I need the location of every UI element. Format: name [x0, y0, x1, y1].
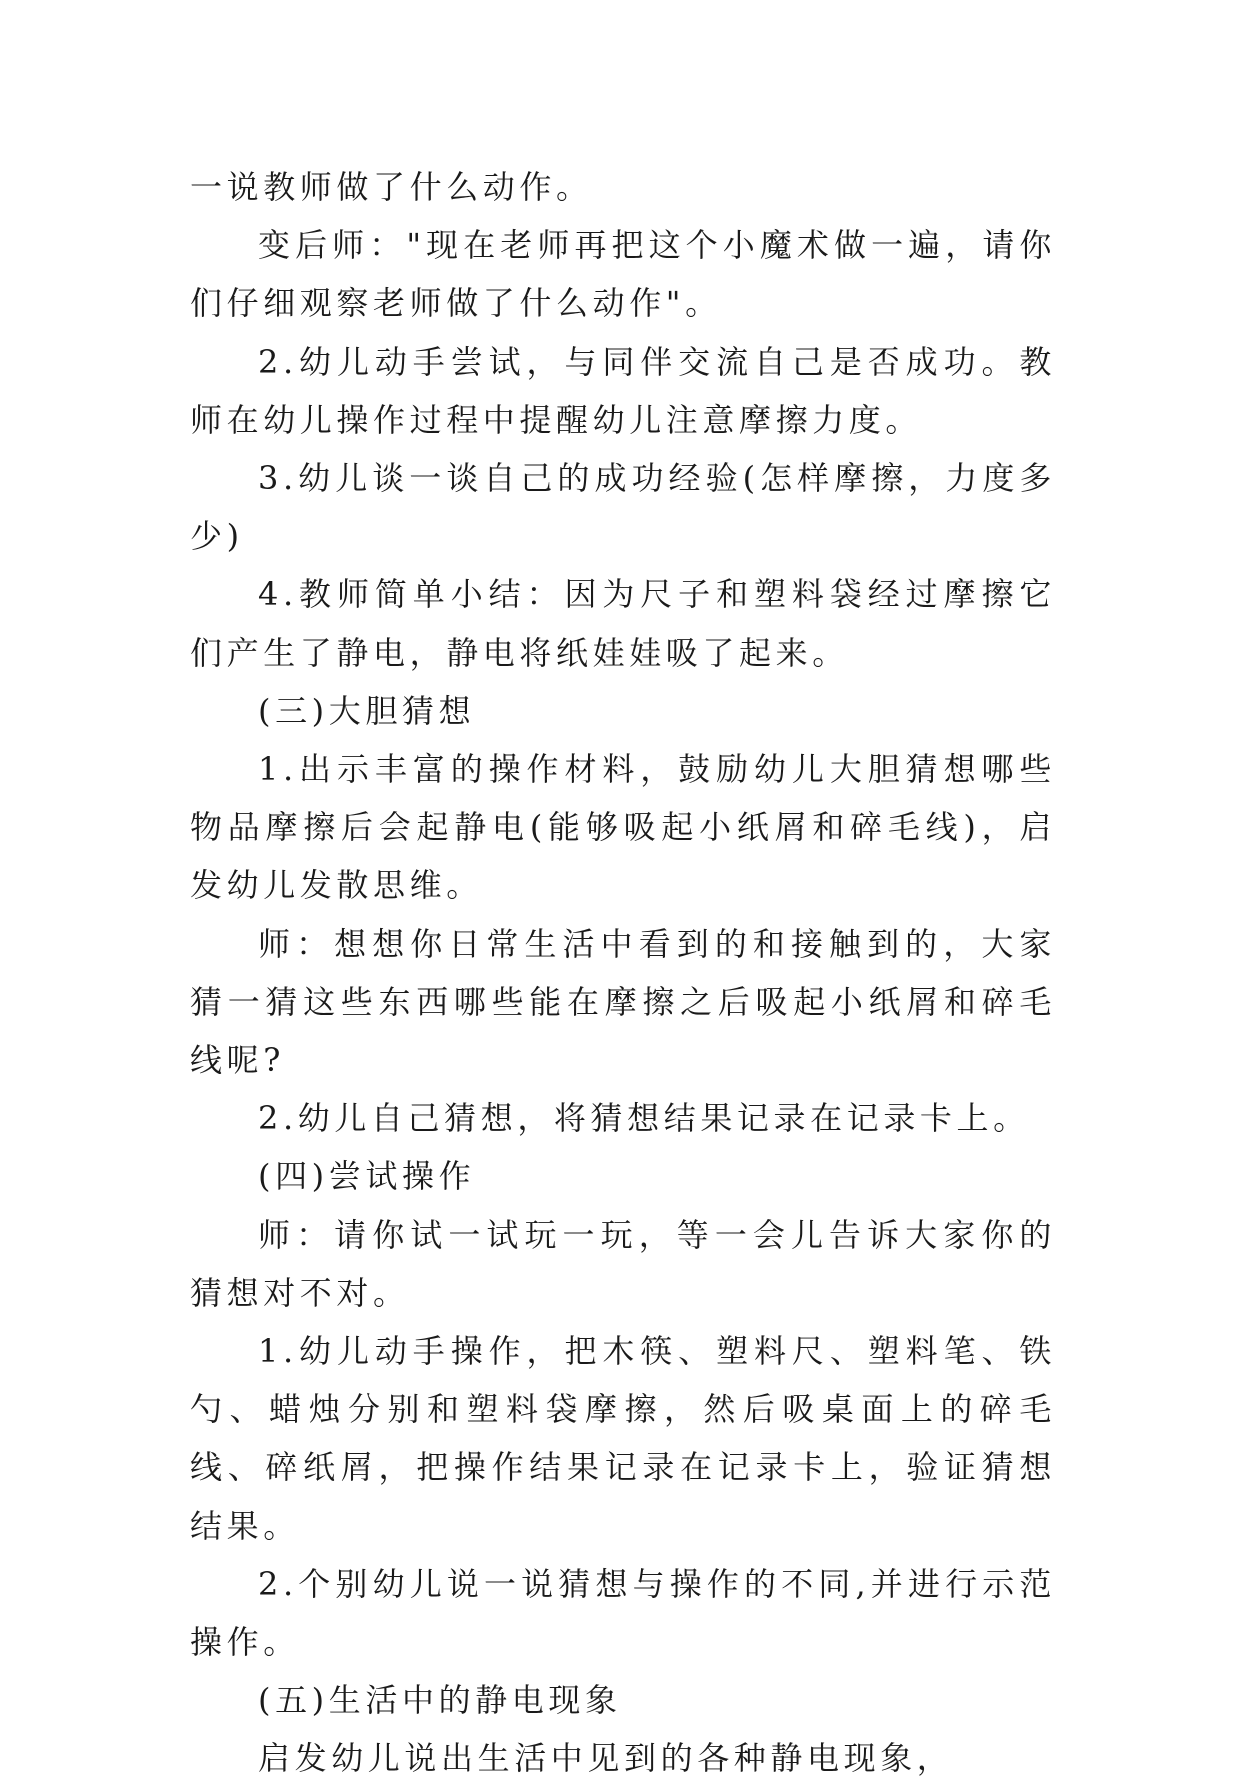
paragraph-step-2-try: 2.幼儿动手尝试，与同伴交流自己是否成功。教师在幼儿操作过程中提醒幼儿注意摩擦力度。: [190, 342, 1056, 439]
section-heading-try: (四)尝试操作: [258, 1157, 476, 1196]
paragraph-step-3-discuss: 3.幼儿谈一谈自己的成功经验(怎样摩擦，力度多少): [190, 459, 1056, 556]
paragraph-try-teacher: 师：请你试一试玩一玩，等一会儿告诉大家你的猜想对不对。: [190, 1215, 1056, 1312]
section-heading-daily-life: (五)生活中的静电现象: [258, 1681, 622, 1720]
paragraph-try-1: 1.幼儿动手操作，把木筷、塑料尺、塑料笔、铁勺、蜡烛分别和塑料袋摩擦，然后吸桌面上的碎毛线、碎纸屑，把操作结果记录在记录卡上，验证猜想结果。: [190, 1332, 1056, 1545]
paragraph-guess-1: 1.出示丰富的操作材料，鼓励幼儿大胆猜想哪些物品摩擦后会起静电(能够吸起小纸屑和碎毛线)，启发幼儿发散思维。: [190, 750, 1056, 905]
section-heading-guess: (三)大胆猜想: [258, 691, 476, 730]
paragraph-step-4-summary: 4.教师简单小结：因为尺子和塑料袋经过摩擦它们产生了静电，静电将纸娃娃吸了起来。: [190, 575, 1056, 672]
paragraph-teacher-quote: 变后师："现在老师再把这个小魔术做一遍，请你们仔细观察老师做了什么动作"。: [190, 226, 1056, 323]
paragraph-daily-life: 启发幼儿说出生活中见到的各种静电现象，: [258, 1739, 954, 1778]
paragraph-guess-teacher: 师：想想你日常生活中看到的和接触到的，大家猜一猜这些东西哪些能在摩擦之后吸起小纸屑和碎毛线呢?: [190, 924, 1056, 1080]
paragraph-try-2: 2.个别幼儿说一说猜想与操作的不同,并进行示范操作。: [190, 1564, 1056, 1662]
paragraph-continuation: 一说教师做了什么动作。: [190, 168, 593, 206]
document-body: [190, 158, 1056, 1788]
paragraph-guess-2: 2.幼儿自己猜想，将猜想结果记录在记录卡上。: [258, 1099, 1030, 1138]
